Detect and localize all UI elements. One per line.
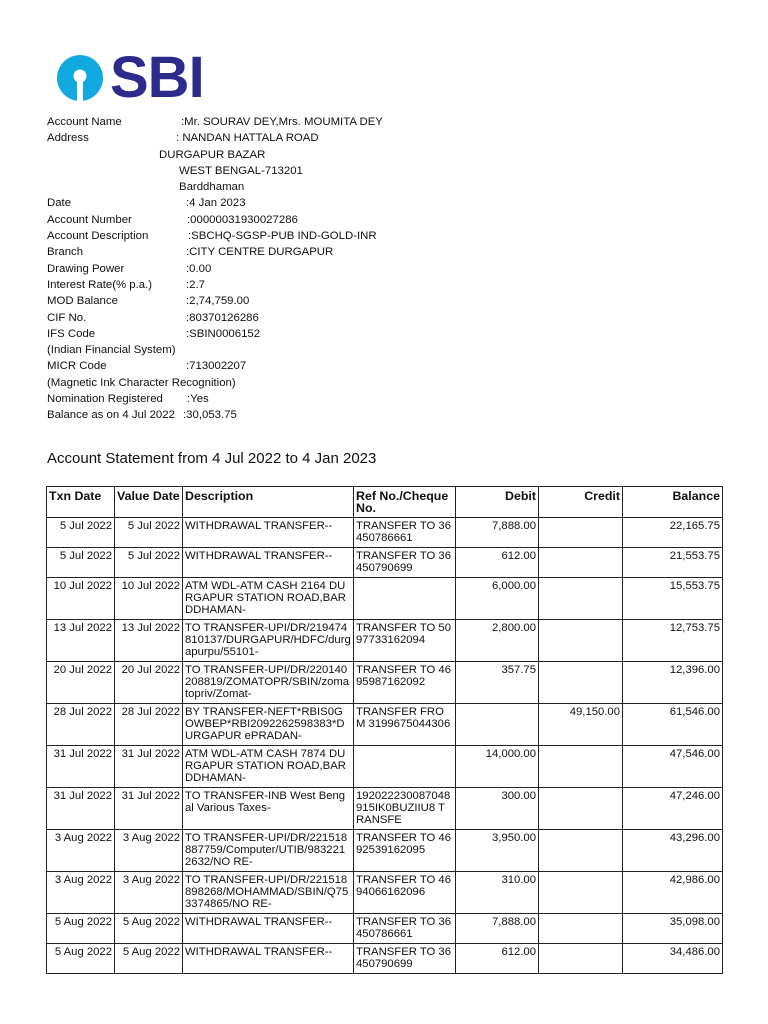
credit-cell: 49,150.00 [539,704,623,746]
table-header-row [47,487,723,518]
table-row [47,914,723,944]
table-row [47,548,723,578]
description-cell: TO TRANSFER-UPI/DR/220140208819/ZOMATOPR/SBIN/zomatopriv/Zomat- [183,662,354,704]
debit-cell: 6,000.00 [456,578,539,620]
txn-date-cell: 3 Aug 2022 [47,872,115,914]
account-info-value: :0.00 [186,262,212,275]
balance-cell: 12,396.00 [623,662,723,704]
account-info-label: IFS Code [47,327,96,340]
ref-no-cell: TRANSFER TO 36450790699 [354,944,456,974]
description-cell: WITHDRAWAL TRANSFER-- [183,914,354,944]
ref-no-cell: TRANSFER TO 36450790699 [354,548,456,578]
account-info-value: :Mr. SOURAV DEY,Mrs. MOUMITA DEY [181,116,383,128]
account-info-value: DURGAPUR BAZAR [159,148,266,161]
value-date-cell: 10 Jul 2022 [115,578,183,620]
account-info-value: :Yes [187,393,209,406]
table-row [47,746,723,788]
account-info-label: Address [47,132,89,145]
value-date-cell: 20 Jul 2022 [115,662,183,704]
balance-cell: 61,546.00 [623,704,723,746]
value-date-cell: 28 Jul 2022 [115,704,183,746]
balance-cell: 21,553.75 [623,548,723,578]
account-info-value: :713002207 [186,360,247,373]
table-row [47,662,723,704]
credit-cell [539,914,623,944]
account-info-value: :SBCHQ-SGSP-PUB IND-GOLD-INR [188,230,377,243]
txn-date-cell: 31 Jul 2022 [47,746,115,788]
balance-cell: 47,546.00 [623,746,723,788]
credit-cell [539,746,623,788]
description-cell: ATM WDL-ATM CASH 7874 DURGAPUR STATION ROAD,BARDDHAMAN- [183,746,354,788]
value-date-cell: 3 Aug 2022 [115,830,183,872]
credit-cell [539,662,623,704]
table-row [47,620,723,662]
debit-cell: 612.00 [456,944,539,974]
account-info-value: :4 Jan 2023 [186,197,246,210]
account-info-value: Barddhaman [179,181,245,194]
credit-cell [539,944,623,974]
credit-cell [539,830,623,872]
balance-cell: 12,753.75 [623,620,723,662]
account-info-value: : NANDAN HATTALA ROAD [176,132,319,145]
debit-cell [456,704,539,746]
debit-cell: 2,800.00 [456,620,539,662]
table-row [47,830,723,872]
account-info-label: CIF No. [47,311,87,324]
header-credit: Credit [539,487,623,518]
sbi-keyhole-icon [56,54,104,102]
credit-cell [539,788,623,830]
account-info-label: (Magnetic Ink Character Recognition) [47,376,236,389]
credit-cell [539,518,623,548]
balance-cell: 43,296.00 [623,830,723,872]
description-cell: WITHDRAWAL TRANSFER-- [183,944,354,974]
value-date-cell: 5 Jul 2022 [115,518,183,548]
value-date-cell: 31 Jul 2022 [115,746,183,788]
account-info-label: MOD Balance [47,295,118,308]
account-info-label: Branch [47,246,84,259]
value-date-cell: 31 Jul 2022 [115,788,183,830]
value-date-cell: 3 Aug 2022 [115,872,183,914]
account-info-label: Drawing Power [47,262,125,275]
description-cell: WITHDRAWAL TRANSFER-- [183,518,354,548]
credit-cell [539,578,623,620]
debit-cell: 7,888.00 [456,518,539,548]
description-cell: WITHDRAWAL TRANSFER-- [183,548,354,578]
account-info-label: Interest Rate(% p.a.) [47,278,153,291]
balance-cell: 47,246.00 [623,788,723,830]
table-row [47,578,723,620]
balance-cell: 15,553.75 [623,578,723,620]
ref-no-cell: TRANSFER TO 4695987162092 [354,662,456,704]
txn-date-cell: 28 Jul 2022 [47,704,115,746]
table-row [47,518,723,548]
balance-cell: 35,098.00 [623,914,723,944]
header-description: Description [183,487,354,518]
ref-no-cell: TRANSFER TO 4694066162096 [354,872,456,914]
description-cell: TO TRANSFER-UPI/DR/221518898268/MOHAMMAD/SBIN/Q753374865/NO RE- [183,872,354,914]
header-txn-date: Txn Date [47,487,115,518]
table-row [47,944,723,974]
description-cell: ATM WDL-ATM CASH 2164 DURGAPUR STATION ROAD,BARDDHAMAN- [183,578,354,620]
txn-date-cell: 5 Aug 2022 [47,944,115,974]
txn-date-cell: 31 Jul 2022 [47,788,115,830]
account-info-value: :80370126286 [186,311,259,324]
sbi-logo-text: SBI [110,45,204,110]
credit-cell [539,620,623,662]
account-info-label: Account Description [47,230,149,243]
debit-cell: 310.00 [456,872,539,914]
account-info-value: :30,053.75 [183,409,237,422]
account-info-value: :2,74,759.00 [186,295,250,308]
account-info-value: :2.7 [186,278,205,291]
debit-cell: 14,000.00 [456,746,539,788]
header-balance: Balance [623,487,723,518]
debit-cell: 357.75 [456,662,539,704]
account-info-label: (Indian Financial System) [47,344,176,357]
table-row [47,704,723,746]
sbi-logo [56,45,204,110]
table-row [47,872,723,914]
credit-cell [539,872,623,914]
txn-date-cell: 3 Aug 2022 [47,830,115,872]
balance-cell: 34,486.00 [623,944,723,974]
ref-no-cell [354,578,456,620]
header-ref-no: Ref No./Cheque No. [354,487,456,518]
account-info-label: Account Number [47,213,132,226]
account-info-label: Balance as on 4 Jul 2022 [47,409,175,422]
debit-cell: 7,888.00 [456,914,539,944]
description-cell: TO TRANSFER-INB West Bengal Various Taxes- [183,788,354,830]
account-info-label: Account Name [47,116,122,128]
ref-no-cell: TRANSFER TO 36450786661 [354,518,456,548]
transactions-table [46,486,723,974]
txn-date-cell: 20 Jul 2022 [47,662,115,704]
header-value-date: Value Date [115,487,183,518]
txn-date-cell: 10 Jul 2022 [47,578,115,620]
account-info-label: MICR Code [47,360,107,373]
account-info-label: Date [47,197,72,210]
account-info-label: Nomination Registered [47,393,163,406]
debit-cell: 3,950.00 [456,830,539,872]
description-cell: TO TRANSFER-UPI/DR/219474810137/DURGAPUR/HDFC/durgapurpu/55101- [183,620,354,662]
account-info-value: :CITY CENTRE DURGAPUR [186,246,334,259]
ref-no-cell [354,746,456,788]
ref-no-cell: TRANSFER TO 4692539162095 [354,830,456,872]
value-date-cell: 5 Jul 2022 [115,548,183,578]
table-row [47,788,723,830]
account-info-value: :SBIN0006152 [186,327,261,340]
account-info-value: :00000031930027286 [187,213,298,226]
credit-cell [539,548,623,578]
balance-cell: 42,986.00 [623,872,723,914]
value-date-cell: 5 Aug 2022 [115,944,183,974]
statement-title: Account Statement from 4 Jul 2022 to 4 Jan 2023 [47,450,377,467]
description-cell: TO TRANSFER-UPI/DR/221518887759/Computer/UTIB/9832212632/NO RE- [183,830,354,872]
account-info-value: WEST BENGAL-713201 [179,164,303,177]
debit-cell: 612.00 [456,548,539,578]
balance-cell: 22,165.75 [623,518,723,548]
header-debit: Debit [456,487,539,518]
ref-no-cell: 192022230087048915IK0BUZIIU8 TRANSFE [354,788,456,830]
txn-date-cell: 13 Jul 2022 [47,620,115,662]
description-cell: BY TRANSFER-NEFT*RBIS0GOWBEP*RBI2092262598383*DURGAPUR ePRADAN- [183,704,354,746]
txn-date-cell: 5 Jul 2022 [47,518,115,548]
value-date-cell: 5 Aug 2022 [115,914,183,944]
ref-no-cell: TRANSFER TO 36450786661 [354,914,456,944]
debit-cell: 300.00 [456,788,539,830]
txn-date-cell: 5 Jul 2022 [47,548,115,578]
txn-date-cell: 5 Aug 2022 [47,914,115,944]
value-date-cell: 13 Jul 2022 [115,620,183,662]
ref-no-cell: TRANSFER TO 5097733162094 [354,620,456,662]
ref-no-cell: TRANSFER FROM 3199675044306 [354,704,456,746]
